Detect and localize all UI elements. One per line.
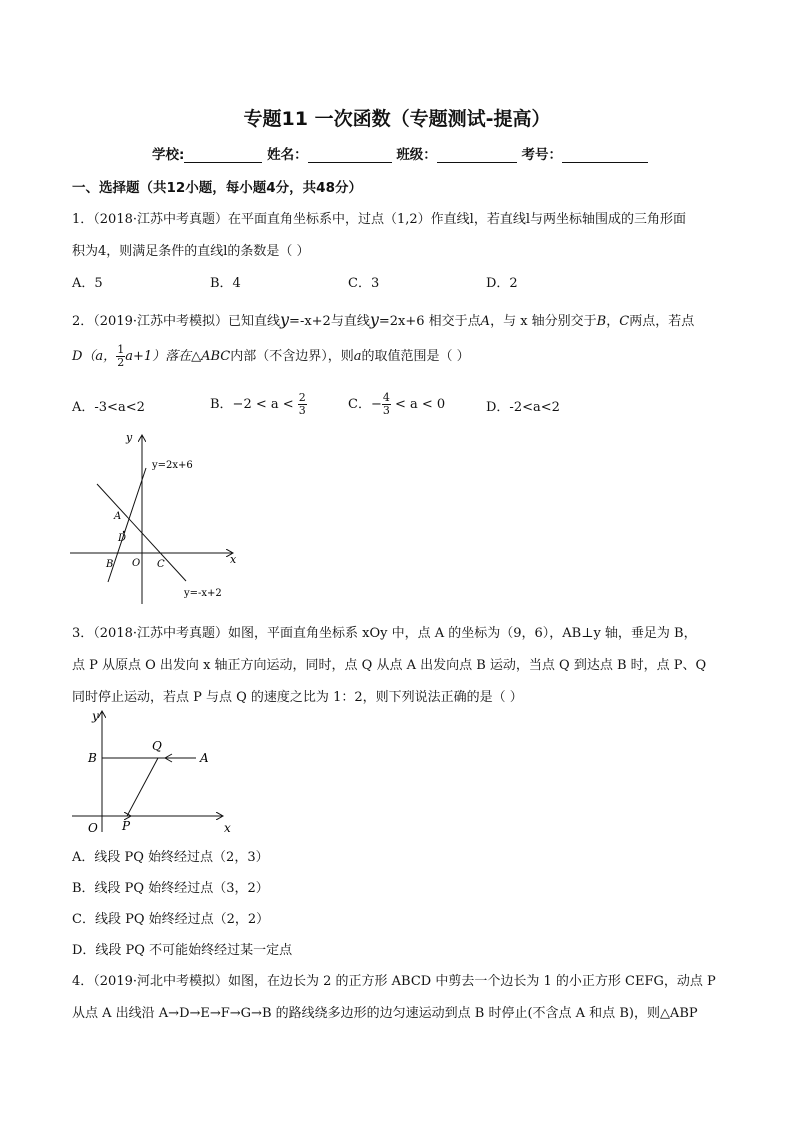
label-q: Q [152, 739, 162, 753]
section-heading: 一、选择题（共12小题，每小题4分，共48分） [72, 180, 362, 196]
number-label: 考号： [521, 147, 563, 163]
label-o: O [88, 821, 98, 835]
q2-option-a: A．-3<a<2 [72, 400, 145, 415]
q2-graph [64, 428, 244, 610]
q1-line2: 积为4，则满足条件的直线l的条数是（ ） [72, 244, 310, 259]
q3-option-b: B．线段 PQ 始终经过点（3，2） [72, 881, 269, 896]
x-axis-label: x [230, 553, 237, 566]
label-c: C [157, 559, 165, 570]
page-title: 专题11 一次函数（专题测试-提高） [243, 108, 551, 130]
student-info-row [152, 143, 648, 163]
name-blank [308, 148, 392, 163]
q4-line1: 4．（2019·河北中考模拟）如图，在边长为 2 的正方形 ABCD 中剪去一个边长为 1 的小正方形 CEFG，动点 P [72, 974, 716, 989]
fraction-half: $\frac{1}{2}$ [117, 343, 125, 369]
label-b: B [106, 559, 114, 570]
label-p: P [122, 819, 131, 833]
name-label: 姓名： [267, 147, 308, 163]
q2-line2: D（a， $\frac{1}{2}$ a+1）落在△ABC内部（不含边界），则a的取值范围是（ ） [72, 343, 470, 369]
school-blank [184, 148, 262, 163]
q1-option-a: A．5 [72, 276, 103, 291]
label-b: B [88, 751, 97, 765]
class-blank [437, 148, 517, 163]
x-label: x [224, 821, 231, 835]
q1-option-b: B．4 [210, 276, 241, 291]
number-blank [562, 148, 648, 163]
y-axis-label: y [126, 431, 133, 444]
q1-line1: 1．（2018·江苏中考真题）在平面直角坐标系中，过点（1,2）作直线l，若直线l与两坐标轴围成的三角形面 [72, 212, 686, 227]
class-label: 班级： [396, 147, 437, 163]
q3-option-c: C．线段 PQ 始终经过点（2，2） [72, 912, 270, 927]
line-y-2x-6 [108, 468, 146, 582]
q3-line3: 同时停止运动，若点 P 与点 Q 的速度之比为 1：2，则下列说法正确的是（ ） [72, 690, 523, 705]
q2-option-d: D．-2<a<2 [486, 400, 560, 415]
label-a: A [114, 511, 122, 522]
school-label: 学校: [152, 147, 185, 163]
q2-line1: 2．（2019·江苏中考模拟）已知直线y=-x+2与直线y=2x+6 相交于点A，与 x 轴分别交于B，C两点，若点 [72, 310, 695, 329]
q3-option-a: A．线段 PQ 始终经过点（2，3） [72, 850, 269, 865]
label-d: D [118, 533, 127, 544]
q3-graph [72, 706, 242, 838]
q3-line1: 3．（2018·江苏中考真题）如图，平面直角坐标系 xOy 中，点 A 的坐标为（9，6），AB⊥y 轴，垂足为 B， [72, 626, 697, 641]
line1-label: y=2x+6 [152, 460, 193, 471]
label-o: O [132, 558, 141, 569]
label-a: A [200, 751, 209, 765]
q1-option-c: C．3 [348, 276, 380, 291]
line2-label: y=-x+2 [184, 588, 222, 599]
q1-option-d: D．2 [486, 276, 518, 291]
q3-line2: 点 P 从原点 O 出发向 x 轴正方向运动，同时，点 Q 从点 A 出发向点 B 运动，当点 Q 到达点 B 时，点 P、Q [72, 658, 707, 673]
segment-pq [127, 758, 158, 816]
q2-option-b: B．−2 < a < $\frac{2}{3}$ [210, 391, 306, 417]
y-label: y [92, 709, 99, 723]
q2-option-c: C．− $\frac{4}{3}$ < a < 0 [348, 391, 446, 417]
q3-option-d: D．线段 PQ 不可能始终经过某一定点 [72, 943, 293, 958]
q4-line2: 从点 A 出线沿 A→D→E→F→G→B 的路线绕多边形的边匀速运动到点 B 时停止(不含点 A 和点 B)，则△ABP [72, 1006, 698, 1021]
